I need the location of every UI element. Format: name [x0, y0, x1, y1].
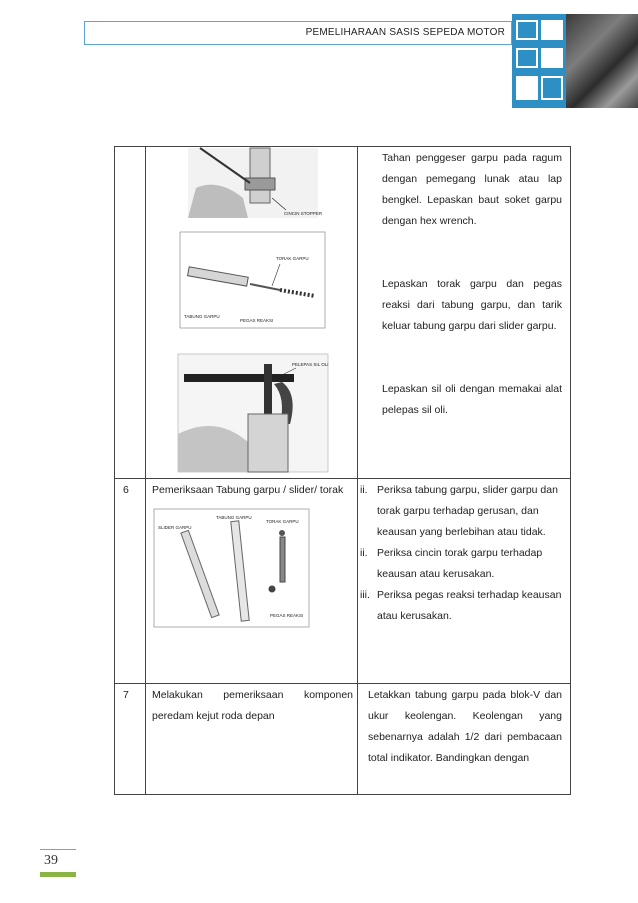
description-cell [146, 684, 358, 795]
instruction-text: Letakkan tabung garpu pada blok-V dan ukur keolengan. Keolengan yang sebenarnya adalah 1/2 dari pembacaan total indikator. Bandingkan dengan [368, 689, 562, 764]
figure-label: PEGAS REAKSI [270, 613, 304, 618]
list-marker: iii. [360, 589, 370, 601]
decor-tile [516, 48, 538, 68]
figure-label: SLIDER GARPU [158, 525, 192, 530]
page-number-bar [40, 872, 76, 877]
motorcycle-photo [566, 14, 638, 108]
list-item-text: Periksa pegas reaksi terhadap keausan atau kerusakan. [377, 589, 562, 622]
instruction-text: Lepaskan sil oli dengan memakai alat pelepas sil oli. [382, 383, 562, 416]
page-number-rule [40, 849, 76, 850]
list-item [360, 585, 562, 627]
illustration-cell [146, 479, 358, 684]
instruction-cell [358, 479, 571, 684]
row-number: 6 [115, 479, 146, 684]
decor-tile [541, 48, 563, 68]
figure-label: PELEPAS SIL OLI [291, 362, 329, 367]
list-marker: ii. [360, 484, 368, 496]
instruction-text: Lepaskan torak garpu dan pegas reaksi dari tabung garpu, dan tarik keluar tabung garpu dari slider garpu. [382, 278, 562, 332]
instruction-cell [358, 147, 571, 479]
header-bar [84, 21, 512, 45]
table-row [115, 147, 571, 479]
procedure-table [114, 146, 571, 795]
list-item-text: Periksa tabung garpu, slider garpu dan torak garpu terhadap gerusan, dan keausan yang berlebihan atau tidak. [377, 484, 558, 538]
row-number [115, 147, 146, 479]
fork-disassembly-illustration [180, 232, 325, 328]
instruction-text: Tahan penggeser garpu pada ragum dengan pemegang lunak atau lap bengkel. Lepaskan baut soket garpu dengan hex wrench. [382, 152, 562, 227]
table-row [115, 479, 571, 684]
figure-label: TORAK GARPU [276, 256, 309, 261]
list-item [360, 480, 562, 543]
decor-tile [541, 20, 563, 40]
figure-label: CINCIN STOPPER [283, 211, 322, 216]
fork-parts-illustration [154, 509, 309, 627]
list-item-text: Periksa cincin torak garpu terhadap keausan atau kerusakan. [377, 547, 543, 580]
row-number: 7 [115, 684, 146, 795]
illustration-cell [146, 147, 358, 479]
oil-seal-puller-illustration [178, 354, 328, 472]
step-description: Melakukan pemeriksaan komponen peredam kejut roda depan [152, 689, 353, 722]
header-title: PEMELIHARAAN SASIS SEPEDA MOTOR [305, 27, 505, 38]
list-marker: ii. [360, 547, 368, 559]
figure-label: PEGAS REAKSI [240, 318, 274, 323]
table-row [115, 684, 571, 795]
figure-label: TABUNG GARPU [184, 314, 220, 319]
figure-label: TORAK GARPU [266, 519, 299, 524]
list-item [360, 543, 562, 585]
page-number: 39 [44, 853, 58, 868]
step-description: Pemeriksaan Tabung garpu / slider/ torak [152, 484, 344, 496]
decor-tile [516, 76, 538, 100]
decor-tile [516, 20, 538, 40]
decor-tile [541, 76, 563, 100]
instruction-cell [358, 684, 571, 795]
figure-label: TABUNG GARPU [216, 515, 252, 520]
fork-vise-illustration [188, 148, 322, 218]
